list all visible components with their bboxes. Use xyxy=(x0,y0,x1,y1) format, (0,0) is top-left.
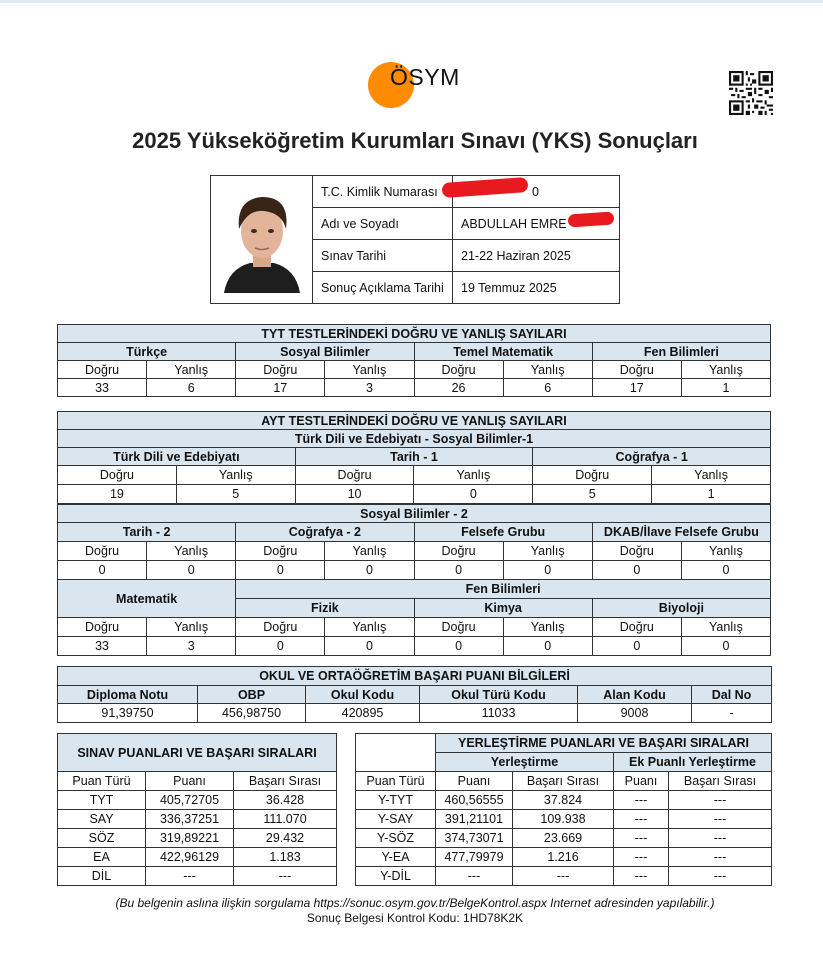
dogru-header: Doğru xyxy=(592,618,681,637)
sinav-title: SINAV PUANLARI VE BAŞARI SIRALARI xyxy=(58,734,337,772)
yanlis-value: 1 xyxy=(681,379,770,397)
yanlis-header: Yanlış xyxy=(325,542,414,561)
ayt-group1-title: Türk Dili ve Edebiyatı - Sosyal Bilimler-1 xyxy=(58,430,771,448)
yanlis-value: 0 xyxy=(325,561,414,580)
yerlestirme-spacer xyxy=(356,734,436,772)
yerlestirme-table xyxy=(355,733,772,886)
puan-turu: SAY xyxy=(58,810,146,829)
puan-turu: TYT xyxy=(58,791,146,810)
dogru-value: 19 xyxy=(58,485,177,504)
dogru-header: Doğru xyxy=(414,361,503,379)
yanlis-value: 0 xyxy=(503,561,592,580)
dogru-value: 0 xyxy=(592,561,681,580)
ayt-title: AYT TESTLERİNDEKİ DOĞRU VE YANLIŞ SAYILARI xyxy=(58,412,771,430)
yanlis-header: Yanlış xyxy=(325,618,414,637)
okul-table xyxy=(57,666,772,723)
basari-sirasi: 109.938 xyxy=(513,810,614,829)
matematik-header: Matematik xyxy=(58,580,236,618)
yerlestirme-title: YERLEŞTİRME PUANLARI VE BAŞARI SIRALARI xyxy=(436,734,772,753)
okul-header: Alan Kodu xyxy=(578,686,692,704)
yanlis-value: 1 xyxy=(652,485,771,504)
dogru-header: Doğru xyxy=(414,542,503,561)
basari-sirasi: --- xyxy=(513,867,614,886)
okul-header: OBP xyxy=(198,686,306,704)
dogru-value: 26 xyxy=(414,379,503,397)
puan-turu: EA xyxy=(58,848,146,867)
ek-puan: --- xyxy=(614,829,669,848)
puan: 460,56555 xyxy=(436,791,513,810)
dogru-header: Doğru xyxy=(295,466,414,485)
tc-label: T.C. Kimlik Numarası xyxy=(313,176,453,208)
yanlis-value: 3 xyxy=(325,379,414,397)
yanlis-header: Yanlış xyxy=(503,542,592,561)
puan-turu: Y-SAY xyxy=(356,810,436,829)
dogru-value: 33 xyxy=(58,637,147,656)
dogru-value: 0 xyxy=(58,561,147,580)
exam-date-value: 21-22 Haziran 2025 xyxy=(453,240,620,272)
qr-code xyxy=(729,71,773,115)
okul-header: Okul Kodu xyxy=(306,686,420,704)
ek-basari-sirasi: --- xyxy=(669,867,772,886)
ek-basari-sirasi: --- xyxy=(669,848,772,867)
dogru-value: 17 xyxy=(236,379,325,397)
tyt-title: TYT TESTLERİNDEKİ DOĞRU VE YANLIŞ SAYILARI xyxy=(58,325,771,343)
dogru-header: Doğru xyxy=(236,361,325,379)
yanlis-header: Yanlış xyxy=(176,466,295,485)
page-title: 2025 Yükseköğretim Kurumları Sınavı (YKS) Sonuçları xyxy=(132,128,698,153)
dogru-header: Doğru xyxy=(592,361,681,379)
yanlis-value: 3 xyxy=(147,637,236,656)
puan: 336,37251 xyxy=(146,810,234,829)
ek-puan: --- xyxy=(614,848,669,867)
basari-sirasi: 1.216 xyxy=(513,848,614,867)
logo-text: ÖSYM xyxy=(390,64,460,90)
yanlis-value: 0 xyxy=(681,561,770,580)
identity-table xyxy=(210,175,620,304)
yanlis-header: Yanlış xyxy=(503,618,592,637)
exam-date-label: Sınav Tarihi xyxy=(313,240,453,272)
ek-puan: --- xyxy=(614,791,669,810)
yanlis-value: 6 xyxy=(147,379,236,397)
name-label: Adı ve Soyadı xyxy=(313,208,453,240)
osym-logo xyxy=(368,62,468,108)
basari-sirasi: 37.824 xyxy=(513,791,614,810)
okul-header: Dal No xyxy=(692,686,772,704)
student-photo xyxy=(220,183,304,293)
puan: 405,72705 xyxy=(146,791,234,810)
okul-value: 9008 xyxy=(578,704,692,723)
dogru-value: 0 xyxy=(414,637,503,656)
yanlis-value: 0 xyxy=(503,637,592,656)
okul-value: 91,39750 xyxy=(58,704,198,723)
tyt-subject: Temel Matematik xyxy=(414,343,592,361)
okul-title: OKUL VE ORTAÖĞRETİM BAŞARI PUANI BİLGİLERİ xyxy=(58,667,772,686)
okul-header: Diploma Notu xyxy=(58,686,198,704)
top-border xyxy=(0,0,823,3)
yer-header: Puan Türü xyxy=(356,772,436,791)
puan: 422,96129 xyxy=(146,848,234,867)
yanlis-value: 0 xyxy=(414,485,533,504)
puan: 477,79979 xyxy=(436,848,513,867)
ayt-subject: DKAB/İlave Felsefe Grubu xyxy=(592,523,770,542)
dogru-header: Doğru xyxy=(236,618,325,637)
basari-sirasi: 29.432 xyxy=(234,829,337,848)
yer-header: Başarı Sırası xyxy=(513,772,614,791)
name-value: ABDULLAH EMRE xyxy=(453,208,620,240)
yer-header: Puanı xyxy=(614,772,669,791)
puan-turu: SÖZ xyxy=(58,829,146,848)
puan: 319,89221 xyxy=(146,829,234,848)
dogru-header: Doğru xyxy=(58,618,147,637)
puan-turu: DİL xyxy=(58,867,146,886)
okul-value: - xyxy=(692,704,772,723)
dogru-value: 0 xyxy=(236,637,325,656)
yanlis-value: 0 xyxy=(325,637,414,656)
puan: 374,73071 xyxy=(436,829,513,848)
ayt-subject: Kimya xyxy=(414,599,592,618)
ek-puan: --- xyxy=(614,867,669,886)
dogru-header: Doğru xyxy=(58,361,147,379)
result-date-value: 19 Temmuz 2025 xyxy=(453,272,620,304)
ayt-subject: Tarih - 2 xyxy=(58,523,236,542)
ek-puan: --- xyxy=(614,810,669,829)
sinav-header: Başarı Sırası xyxy=(234,772,337,791)
okul-value: 420895 xyxy=(306,704,420,723)
tyt-subject: Sosyal Bilimler xyxy=(236,343,414,361)
dogru-value: 33 xyxy=(58,379,147,397)
okul-value: 456,98750 xyxy=(198,704,306,723)
yanlis-header: Yanlış xyxy=(652,466,771,485)
ayt-subject: Felsefe Grubu xyxy=(414,523,592,542)
ayt-table-2 xyxy=(57,504,771,656)
ayt-group2-title: Sosyal Bilimler - 2 xyxy=(58,505,771,523)
yanlis-header: Yanlış xyxy=(681,361,770,379)
dogru-value: 0 xyxy=(414,561,503,580)
basari-sirasi: 1.183 xyxy=(234,848,337,867)
ayt-subject: Biyoloji xyxy=(592,599,770,618)
yanlis-value: 6 xyxy=(503,379,592,397)
fen-bilimleri-header: Fen Bilimleri xyxy=(236,580,771,599)
yanlis-header: Yanlış xyxy=(325,361,414,379)
tc-value: 0 xyxy=(453,176,620,208)
puan-turu: Y-TYT xyxy=(356,791,436,810)
okul-header: Okul Türü Kodu xyxy=(420,686,578,704)
basari-sirasi: 111.070 xyxy=(234,810,337,829)
ayt-subject: Tarih - 1 xyxy=(295,448,533,466)
yanlis-header: Yanlış xyxy=(147,542,236,561)
basari-sirasi: 36.428 xyxy=(234,791,337,810)
dogru-header: Doğru xyxy=(236,542,325,561)
yanlis-value: 0 xyxy=(681,637,770,656)
photo-cell xyxy=(211,176,313,304)
footer-note: (Bu belgenin aslına ilişkin sorgulama https://sonuc.osym.gov.tr/BelgeKontrol.aspx Internet adresinden yapılabilir.) xyxy=(115,896,715,910)
yanlis-header: Yanlış xyxy=(681,542,770,561)
yanlis-header: Yanlış xyxy=(681,618,770,637)
basari-sirasi: 23.669 xyxy=(513,829,614,848)
yanlis-header: Yanlış xyxy=(503,361,592,379)
dogru-header: Doğru xyxy=(414,618,503,637)
puan-turu: Y-DİL xyxy=(356,867,436,886)
ayt-table-1 xyxy=(57,411,771,504)
ek-puanli-sub: Ek Puanlı Yerleştirme xyxy=(614,753,772,772)
result-date-label: Sonuç Açıklama Tarihi xyxy=(313,272,453,304)
dogru-value: 0 xyxy=(236,561,325,580)
tyt-table xyxy=(57,324,771,397)
sinav-puanlari-table xyxy=(57,733,337,886)
puan-turu: Y-EA xyxy=(356,848,436,867)
control-code: Sonuç Belgesi Kontrol Kodu: 1HD78K2K xyxy=(306,911,524,925)
yanlis-header: Yanlış xyxy=(147,618,236,637)
yer-header: Başarı Sırası xyxy=(669,772,772,791)
dogru-value: 10 xyxy=(295,485,414,504)
yanlis-header: Yanlış xyxy=(147,361,236,379)
yer-header: Puanı xyxy=(436,772,513,791)
ayt-subject: Türk Dili ve Edebiyatı xyxy=(58,448,296,466)
basari-sirasi: --- xyxy=(234,867,337,886)
sinav-header: Puanı xyxy=(146,772,234,791)
yanlis-header: Yanlış xyxy=(414,466,533,485)
dogru-header: Doğru xyxy=(58,466,177,485)
dogru-value: 5 xyxy=(533,485,652,504)
dogru-header: Doğru xyxy=(592,542,681,561)
dogru-value: 17 xyxy=(592,379,681,397)
dogru-header: Doğru xyxy=(533,466,652,485)
yanlis-value: 5 xyxy=(176,485,295,504)
ek-basari-sirasi: --- xyxy=(669,810,772,829)
dogru-value: 0 xyxy=(592,637,681,656)
ayt-subject: Coğrafya - 1 xyxy=(533,448,771,466)
puan: --- xyxy=(146,867,234,886)
ek-basari-sirasi: --- xyxy=(669,829,772,848)
ek-basari-sirasi: --- xyxy=(669,791,772,810)
puan: 391,21101 xyxy=(436,810,513,829)
puan: --- xyxy=(436,867,513,886)
ayt-subject: Coğrafya - 2 xyxy=(236,523,414,542)
tyt-subject: Fen Bilimleri xyxy=(592,343,770,361)
yerlestirme-sub: Yerleştirme xyxy=(436,753,614,772)
okul-value: 11033 xyxy=(420,704,578,723)
dogru-header: Doğru xyxy=(58,542,147,561)
ayt-subject: Fizik xyxy=(236,599,414,618)
sinav-header: Puan Türü xyxy=(58,772,146,791)
tyt-subject: Türkçe xyxy=(58,343,236,361)
yanlis-value: 0 xyxy=(147,561,236,580)
puan-turu: Y-SÖZ xyxy=(356,829,436,848)
